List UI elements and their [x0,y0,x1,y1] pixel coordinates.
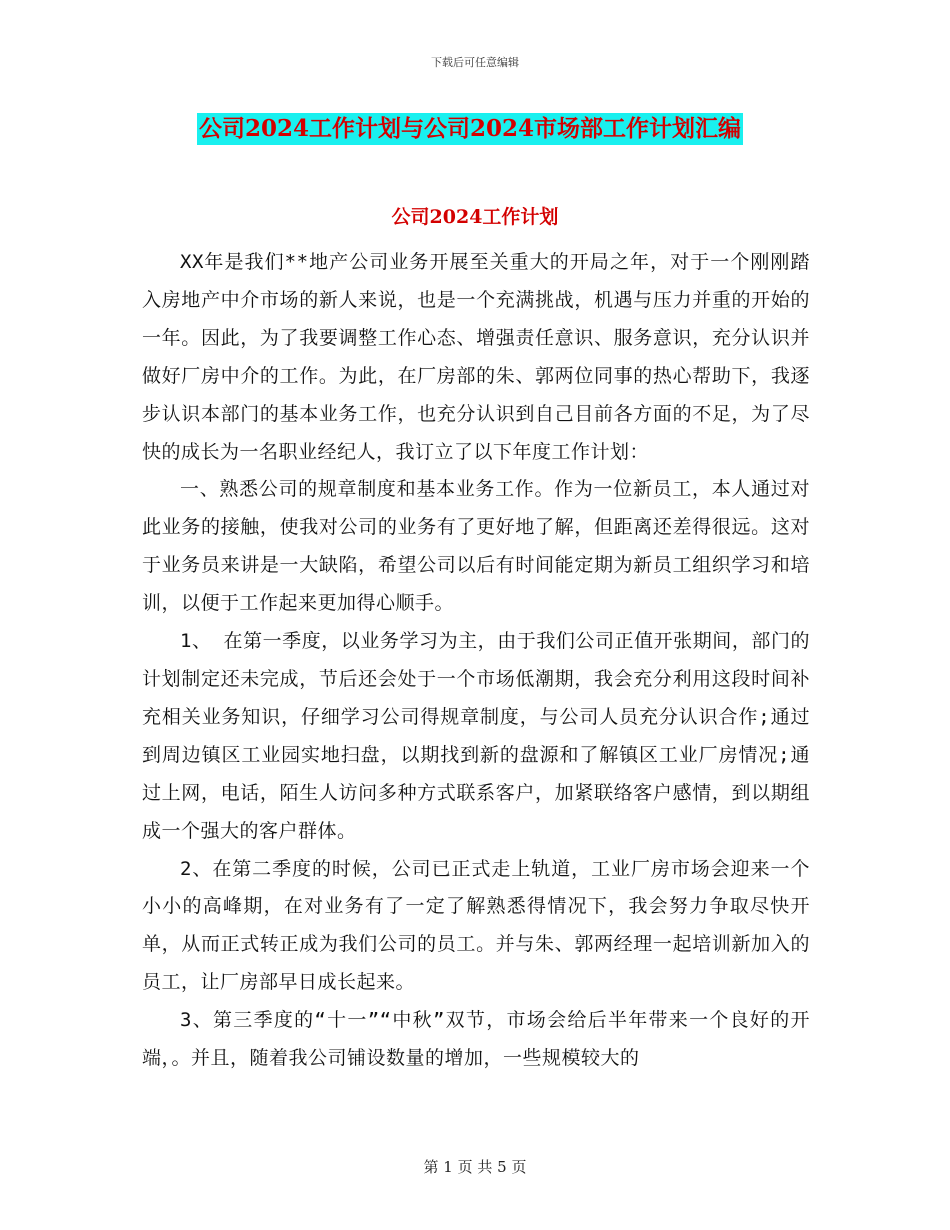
paragraph-quarter-two: 2、在第二季度的时候，公司已正式走上轨道，工业厂房市场会迎来一个小小的高峰期，在对业务有了一定了解熟悉得情况下，我会努力争取尽快开单，从而正式转正成为我们公司的员工。并与朱、郭两经理一起培训新加入的员工，让厂房部早日成长起来。 [142,857,810,994]
document-title: 公司2024工作计划与公司2024市场部工作计划汇编 [197,113,743,145]
paragraph-intro: XX年是我们**地产公司业务开展至关重大的开局之年，对于一个刚刚踏入房地产中介市场的新人来说，也是一个充满挑战，机遇与压力并重的开始的一年。因此，为了我要调整工作心态、增强责任意识、服务意识，充分认识并做好厂房中介的工作。为此，在厂房部的朱、郭两位同事的热心帮助下，我逐步认识本部门的基本业务工作，也充分认识到自己目前各方面的不足，为了尽快的成长为一名职业经纪人，我订立了以下年度工作计划： [142,251,810,463]
paragraph-section-one: 一、熟悉公司的规章制度和基本业务工作。作为一位新员工，本人通过对此业务的接触，使我对公司的业务有了更好地了解，但距离还差得很远。这对于业务员来讲是一大缺陷，希望公司以后有时间能定期为新员工组织学习和培训，以便于工作起来更加得心顺手。 [142,478,810,615]
section-title: 公司2024工作计划 [391,206,559,228]
header-note: 下载后可任意编辑 [431,56,519,69]
document-body [142,244,810,1078]
page-footer: 第 1 页 共 5 页 [423,1158,527,1176]
paragraph-quarter-one: 1、 在第一季度，以业务学习为主，由于我们公司正值开张期间，部门的计划制定还未完成，节后还会处于一个市场低潮期，我会充分利用这段时间补充相关业务知识，仔细学习公司得规章制度，与公司人员充分认识合作;通过到周边镇区工业园实地扫盘，以期找到新的盘源和了解镇区工业厂房情况;通过上网，电话，陌生人访问多种方式联系客户，加紧联络客户感情，到以期组成一个强大的客户群体。 [142,630,810,842]
paragraph-quarter-three: 3、第三季度的“十一”“中秋”双节，市场会给后半年带来一个良好的开端，。并且，随着我公司铺设数量的增加，一些规模较大的 [142,1009,810,1070]
